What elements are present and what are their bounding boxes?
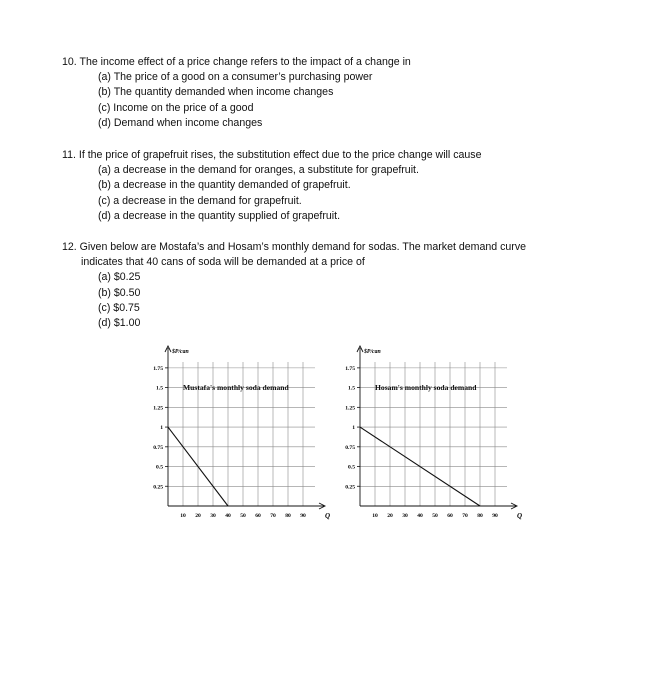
x-tick-label: 10 (180, 513, 186, 519)
option-d: (d) a decrease in the quantity supplied of grapefruit. (98, 209, 341, 222)
y-tick-label: 0.5 (348, 464, 355, 471)
option-d: (d) Demand when income changes (98, 116, 263, 129)
x-tick-label: 90 (492, 513, 498, 519)
x-tick-label: 80 (285, 513, 291, 519)
question-12 (62, 240, 526, 331)
x-tick-label: 40 (417, 513, 423, 519)
option-c: (c) a decrease in the demand for grapefruit. (98, 194, 302, 207)
y-tick-label: 1.5 (348, 385, 355, 392)
question-stem: 11. If the price of grapefruit rises, the substitution effect due to the price change will cause (62, 149, 482, 161)
x-tick-label: 80 (477, 513, 483, 519)
x-tick-label: 20 (387, 513, 393, 519)
y-tick-label: 1 (160, 425, 163, 432)
x-tick-label: 70 (270, 513, 276, 519)
y-tick-label: 1.25 (345, 405, 355, 412)
y-tick-label: 0.5 (156, 464, 163, 471)
x-tick-label: 50 (240, 513, 246, 519)
option-b: (b) The quantity demanded when income changes (98, 86, 334, 99)
x-tick-label: 60 (255, 513, 261, 519)
y-tick-label: 0.25 (345, 484, 355, 491)
mustafa-demand-chart (140, 340, 330, 530)
y-tick-label: 1.75 (153, 365, 163, 372)
option-a: (a) a decrease in the demand for oranges, a substitute for grapefruit. (98, 164, 419, 177)
y-tick-label: 0.75 (153, 444, 163, 451)
option-a: (a) $0.25 (98, 271, 141, 284)
y-tick-label: 1.5 (156, 385, 163, 392)
question-10 (62, 55, 411, 131)
x-axis-label: Q (325, 512, 330, 520)
x-tick-label: 60 (447, 513, 453, 519)
hosam-demand-chart (332, 340, 522, 530)
x-tick-label: 90 (300, 513, 306, 519)
x-tick-label: 50 (432, 513, 438, 519)
y-tick-label: 0.75 (345, 444, 355, 451)
option-d: (d) $1.00 (98, 317, 141, 330)
question-stem: 12. Given below are Mostafa’s and Hosam’s monthly demand for sodas. The market demand curve (62, 241, 527, 253)
option-a: (a) The price of a good on a consumer’s purchasing power (98, 71, 373, 84)
y-tick-label: 1.25 (153, 405, 163, 412)
question-stem-continued: indicates that 40 cans of soda will be demanded at a price of (81, 256, 365, 269)
option-c: (c) $0.75 (98, 301, 140, 314)
question-11 (62, 148, 481, 224)
y-tick-label: 0.25 (153, 484, 163, 491)
x-axis-label: Q (517, 512, 522, 520)
option-b: (b) a decrease in the quantity demanded of grapefruit. (98, 179, 351, 192)
chart-title: Hosam's monthly soda demand (375, 383, 477, 393)
chart-title: Mustafa's monthly soda demand (183, 383, 289, 393)
y-axis-label: $P/can (364, 349, 381, 355)
x-tick-label: 10 (372, 513, 378, 519)
x-tick-label: 40 (225, 513, 231, 519)
y-axis-label: $P/can (172, 349, 189, 355)
x-tick-label: 30 (402, 513, 408, 519)
y-tick-label: 1.75 (345, 365, 355, 372)
option-b: (b) $0.50 (98, 286, 141, 299)
question-stem: 10. The income effect of a price change refers to the impact of a change in (62, 56, 411, 68)
x-tick-label: 20 (195, 513, 201, 519)
x-tick-label: 70 (462, 513, 468, 519)
y-tick-label: 1 (352, 425, 355, 432)
x-tick-label: 30 (210, 513, 216, 519)
option-c: (c) Income on the price of a good (98, 101, 254, 114)
